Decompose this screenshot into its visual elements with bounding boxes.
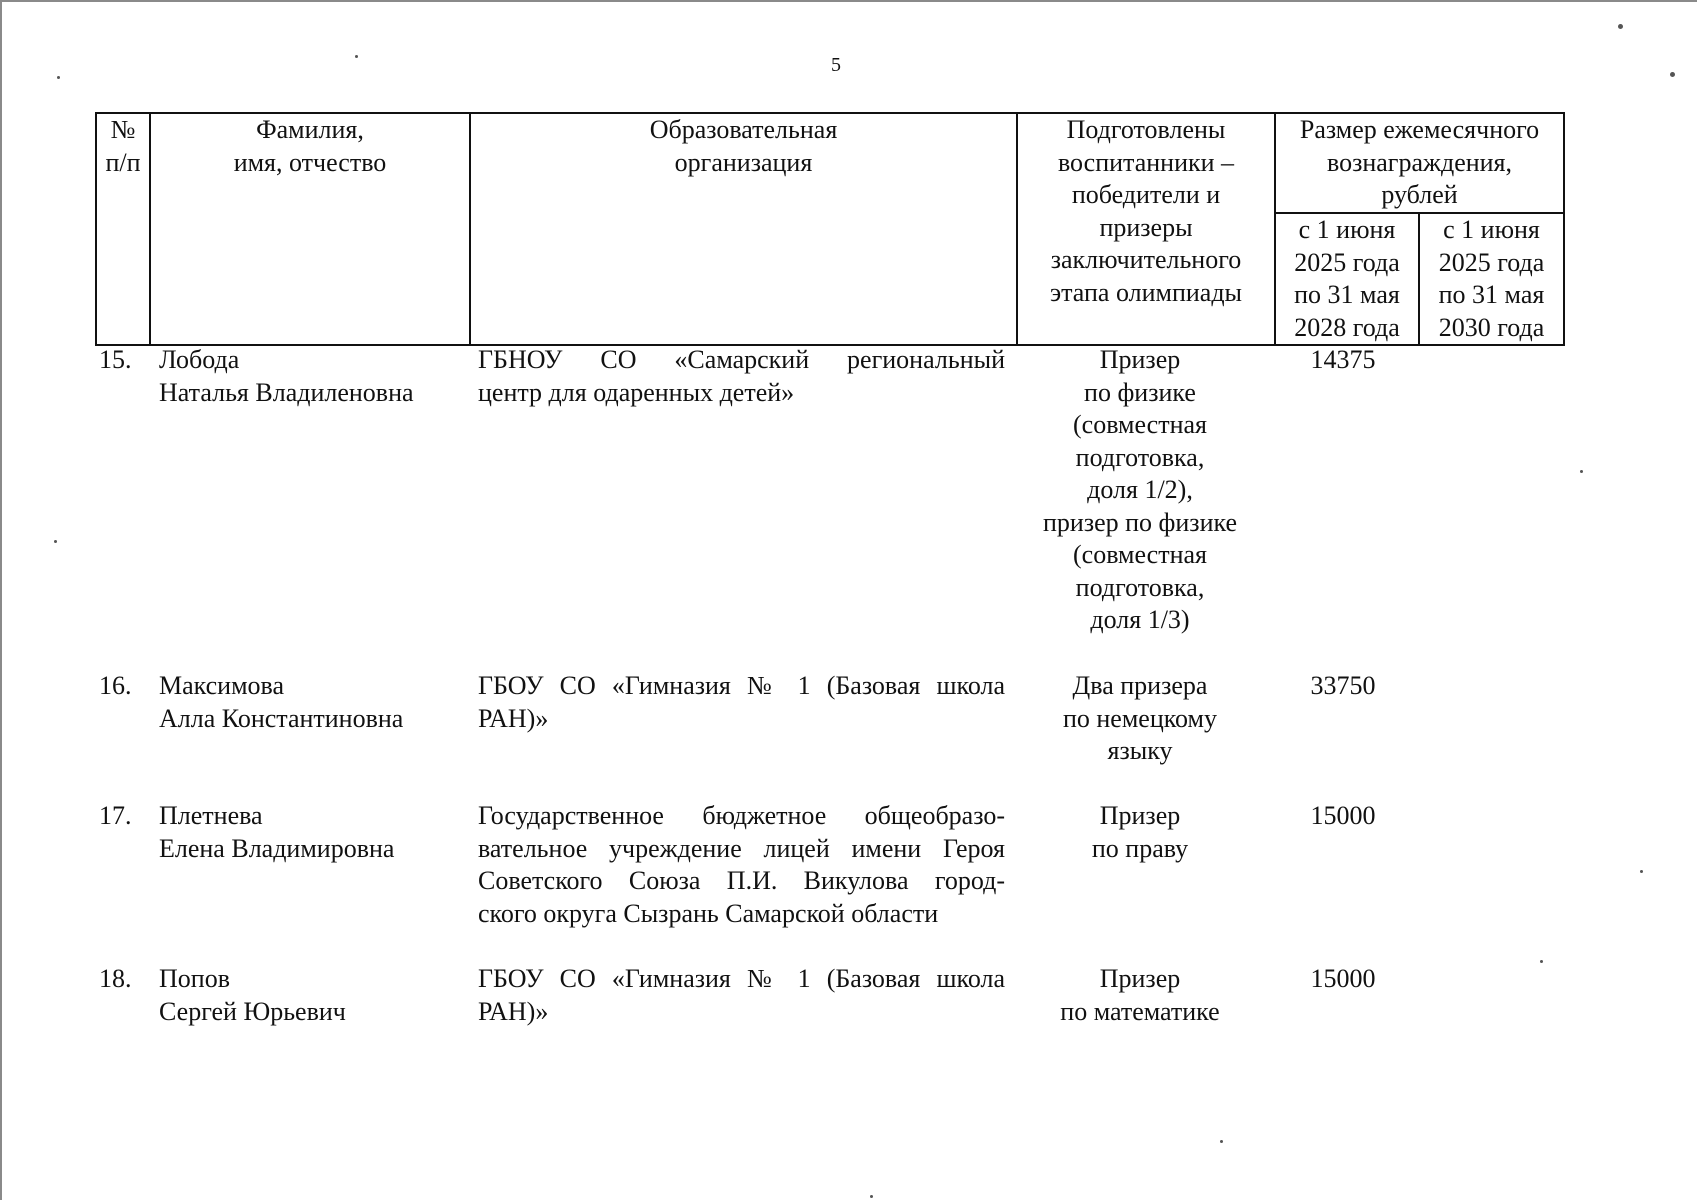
person-name: Лобода Наталья Владиленовна	[159, 345, 414, 407]
organization: ГБНОУ СО «Самарский региональный центр для одаренных детей»	[478, 345, 1005, 407]
reward-amount: 14375	[1310, 345, 1376, 374]
achievement: Два призера по немецкому языку	[1062, 671, 1218, 765]
row-number: 18.	[99, 964, 132, 993]
scan-speck	[54, 540, 57, 543]
person-name: Максимова Алла Константиновна	[159, 671, 404, 733]
scan-speck	[1220, 1140, 1223, 1143]
header-cell-period-2030: с 1 июня 2025 года по 31 мая 2030 года	[1419, 213, 1564, 345]
row-number: 17.	[99, 801, 132, 830]
achievement: Призер по физике (совместная подготовка, доля 1/2), призер по физике (совместная подготовка, доля 1/3)	[1042, 345, 1238, 634]
header-cell-period-2028: с 1 июня 2025 года по 31 мая 2028 года	[1275, 213, 1419, 345]
scan-speck	[1640, 870, 1643, 873]
scan-speck	[355, 55, 358, 58]
header-cell-reward: Размер ежемесячного вознаграждения, рублей	[1275, 113, 1564, 213]
organization: Государственное бюджетное общеобразо- вательное учреждение лицей имени Героя Советского Союза П.И. Викулова город- ского округа Сызрань Самарской области	[478, 801, 1005, 928]
row-number: 16.	[99, 671, 132, 700]
header-cell-number: № п/п	[96, 113, 150, 345]
achievement: Призер по математике	[1060, 964, 1220, 1026]
scan-speck	[1580, 470, 1583, 473]
reward-amount: 33750	[1310, 671, 1376, 700]
person-name: Плетнева Елена Владимировна	[159, 801, 395, 863]
organization: ГБОУ СО «Гимназия № 1 (Базовая школа РАН)»	[478, 671, 1005, 733]
scan-speck	[1618, 24, 1623, 29]
reward-amount: 15000	[1310, 964, 1376, 993]
scan-speck	[1540, 960, 1543, 963]
scan-speck	[1670, 72, 1675, 77]
header-cell-name: Фамилия, имя, отчество	[150, 113, 470, 345]
page-number: 5	[831, 54, 841, 76]
achievement: Призер по праву	[1091, 801, 1189, 863]
organization: ГБОУ СО «Гимназия № 1 (Базовая школа РАН)»	[478, 964, 1005, 1026]
scan-speck	[57, 76, 60, 79]
header-cell-achievement: Подготовлены воспитанники – победители и призеры заключительного этапа олимпиады	[1017, 113, 1275, 345]
scan-speck	[870, 1195, 873, 1198]
header-cell-organization: Образовательная организация	[470, 113, 1017, 345]
row-number: 15.	[99, 345, 132, 374]
person-name: Попов Сергей Юрьевич	[159, 964, 346, 1026]
table-header	[95, 112, 1565, 346]
reward-amount: 15000	[1310, 801, 1376, 830]
